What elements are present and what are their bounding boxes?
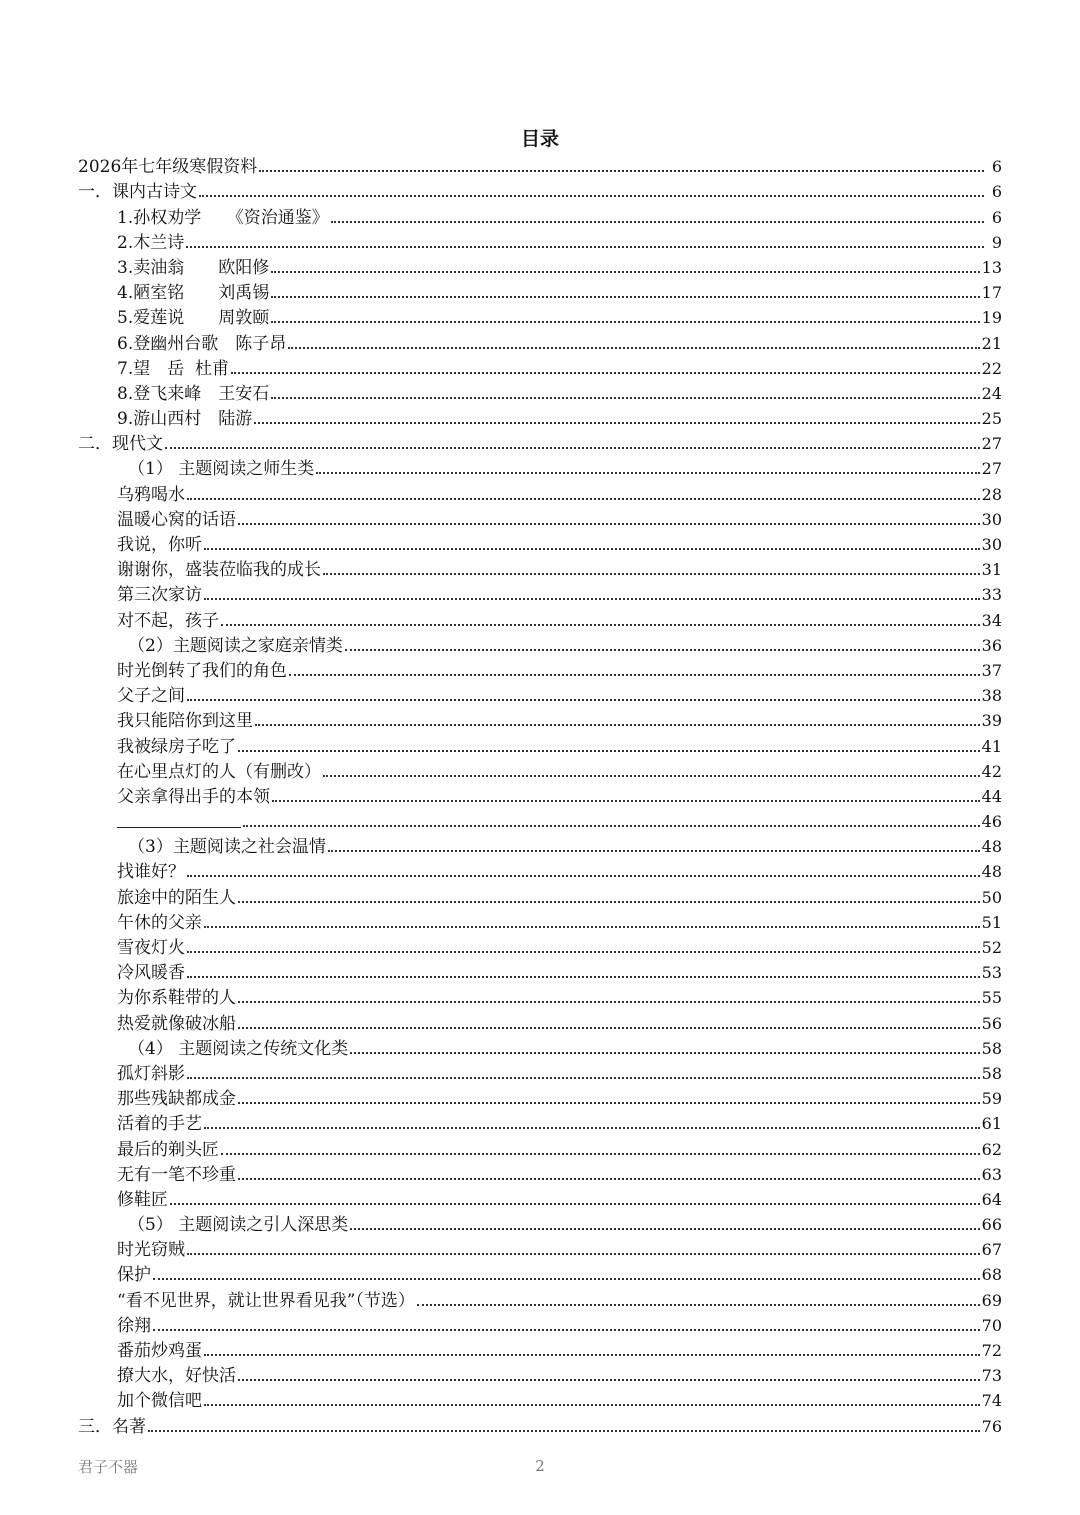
toc-entry-page: 27 <box>981 434 1002 454</box>
toc-entry-page: 70 <box>981 1315 1002 1335</box>
toc-entry-page: 64 <box>981 1189 1002 1209</box>
toc-dot-leader <box>238 750 980 752</box>
toc-entry-label: 撩大水，好快活 <box>117 1366 236 1387</box>
toc-entry-label: （2）主题阅读之家庭亲情类 <box>128 635 343 656</box>
toc-entry-label: 我说，你听 <box>117 535 202 555</box>
toc-dot-leader <box>165 447 980 449</box>
toc-dot-leader <box>350 1228 979 1230</box>
toc-entry-label: （3）主题阅读之社会温情 <box>128 837 326 858</box>
toc-entry-label: 那些残缺都成金 <box>117 1089 236 1110</box>
toc-entry-page: 48 <box>981 837 1002 857</box>
toc-entry-label: 谢谢你，盛装莅临我的成长 <box>117 560 321 581</box>
toc-entry-label: 番茄炒鸡蛋 <box>117 1341 202 1361</box>
toc-entry[interactable] <box>0 757 1080 782</box>
toc-entry-label: 3.卖油翁 欧阳修 <box>117 257 270 278</box>
toc-entry[interactable] <box>0 228 1080 253</box>
toc-dot-leader <box>238 1001 980 1003</box>
toc-entry[interactable] <box>0 530 1080 555</box>
toc-entry-page: 42 <box>981 761 1002 781</box>
footer-page-number: 2 <box>535 1457 545 1475</box>
toc-entry[interactable] <box>0 177 1080 202</box>
toc-dot-leader <box>238 1027 980 1029</box>
toc-entry[interactable] <box>0 1134 1080 1159</box>
toc-dot-leader <box>221 624 980 626</box>
toc-dot-leader <box>153 1278 980 1280</box>
toc-entry[interactable] <box>0 706 1080 731</box>
toc-entry[interactable] <box>0 303 1080 328</box>
page-title: 目录 <box>520 128 559 150</box>
toc-dot-leader <box>238 1379 980 1381</box>
toc-dot-leader <box>350 1052 979 1054</box>
toc-dot-leader <box>238 1102 980 1104</box>
toc-entry-page: 27 <box>981 459 1002 479</box>
toc-entry-label: （5） 主题阅读之引人深思类 <box>128 1215 349 1236</box>
toc-entry-label: 加个微信吧 <box>117 1391 202 1412</box>
toc-entry-page: 36 <box>981 635 1002 655</box>
toc-entry-label: 9.游山西村 陆游 <box>117 409 253 430</box>
toc-entry-page: 30 <box>981 509 1002 529</box>
toc-dot-leader <box>328 850 980 852</box>
toc-dot-leader <box>271 321 979 323</box>
toc-dot-leader <box>238 901 980 903</box>
toc-entry-page: 41 <box>981 736 1002 756</box>
toc-entry-label: 时光倒转了我们的角色 <box>117 660 287 681</box>
toc-dot-leader <box>271 271 979 273</box>
toc-entry-page: 6 <box>991 207 1002 227</box>
toc-entry[interactable] <box>0 681 1080 706</box>
toc-entry-label: 最后的剃头匠 <box>117 1139 219 1160</box>
toc-entry-label: 找谁好？ <box>117 862 185 883</box>
toc-entry-page: 31 <box>981 560 1002 580</box>
toc-dot-leader <box>238 1178 980 1180</box>
toc-dot-leader <box>272 800 980 802</box>
toc-dot-leader <box>221 1153 980 1155</box>
toc-dot-leader <box>289 674 980 676</box>
toc-dot-leader <box>271 397 979 399</box>
toc-entry[interactable] <box>0 555 1080 580</box>
toc-dot-leader <box>254 422 979 424</box>
toc-entry-label: 热爱就像破冰船 <box>117 1013 236 1034</box>
toc-dot-leader <box>288 347 979 349</box>
toc-dot-leader <box>204 548 980 550</box>
toc-entry-page: 44 <box>981 786 1002 806</box>
toc-entry-page: 9 <box>991 232 1002 252</box>
toc-entry[interactable] <box>0 354 1080 379</box>
toc-entry[interactable] <box>0 1386 1080 1411</box>
toc-entry[interactable] <box>0 1185 1080 1210</box>
toc-entry-label: 时光窃贼 <box>117 1240 185 1261</box>
toc-entry[interactable] <box>0 882 1080 907</box>
toc-entry-page: 62 <box>981 1139 1002 1159</box>
toc-entry[interactable] <box>0 1235 1080 1260</box>
toc-entry-label: 4.陋室铭 刘禹锡 <box>117 283 270 304</box>
toc-entry[interactable] <box>0 1336 1080 1361</box>
toc-entry-label: 修鞋匠 <box>117 1189 168 1210</box>
toc-entry[interactable] <box>0 328 1080 353</box>
toc-entry-label: 为你系鞋带的人 <box>117 988 236 1009</box>
toc-dot-leader <box>204 1127 980 1129</box>
toc-entry[interactable] <box>0 1311 1080 1336</box>
toc-entry-label: 三．名著 <box>78 1416 146 1437</box>
toc-entry-page: 76 <box>981 1416 1002 1436</box>
toc-dot-leader <box>148 1430 980 1432</box>
toc-entry-page: 55 <box>981 988 1002 1008</box>
toc-entry-page: 21 <box>981 333 1002 353</box>
toc-entry[interactable] <box>0 1059 1080 1084</box>
toc-entry[interactable] <box>0 656 1080 681</box>
toc-entry[interactable] <box>0 202 1080 227</box>
toc-entry[interactable] <box>0 379 1080 404</box>
toc-entry-page: 24 <box>981 383 1002 403</box>
toc-entry[interactable] <box>0 404 1080 429</box>
toc-entry[interactable] <box>0 1109 1080 1134</box>
toc-dot-leader <box>255 724 980 726</box>
toc-entry-page: 13 <box>981 257 1002 277</box>
toc-dot-leader <box>204 1354 980 1356</box>
toc-entry-label <box>117 826 241 828</box>
toc-entry-page: 74 <box>981 1391 1002 1411</box>
toc-dot-leader <box>187 498 980 500</box>
toc-entry-page: 22 <box>981 358 1002 378</box>
toc-entry-label: 我只能陪你到这里 <box>117 711 253 732</box>
toc-entry[interactable] <box>0 1210 1080 1235</box>
toc-dot-leader <box>323 775 980 777</box>
toc-dot-leader <box>204 598 980 600</box>
toc-entry-page: 59 <box>981 1089 1002 1109</box>
toc-entry[interactable] <box>0 857 1080 882</box>
toc-entry[interactable] <box>0 1160 1080 1185</box>
toc-entry-page: 69 <box>981 1290 1002 1310</box>
toc-entry[interactable] <box>0 429 1080 454</box>
toc-entry-label: 对不起，孩子 <box>117 610 219 631</box>
toc-entry-label: 7.望 岳 杜甫 <box>117 358 230 379</box>
toc-entry[interactable] <box>0 1285 1080 1310</box>
toc-dot-leader <box>243 825 980 827</box>
toc-entry[interactable] <box>0 580 1080 605</box>
toc-entry-page: 6 <box>991 157 1002 177</box>
toc-dot-leader <box>204 1404 980 1406</box>
toc-dot-leader <box>231 372 980 374</box>
toc-entry-label: 雪夜灯火 <box>117 938 185 958</box>
toc-entry[interactable] <box>0 1084 1080 1109</box>
toc-entry-label: 5.爱莲说 周敦颐 <box>117 308 270 329</box>
toc-entry-label: 6.登幽州台歌 陈子昂 <box>117 333 287 354</box>
toc-dot-leader <box>186 246 984 248</box>
toc-dot-leader <box>331 221 984 223</box>
toc-dot-leader <box>187 1253 980 1255</box>
toc-entry[interactable] <box>0 479 1080 504</box>
toc-entry-label: 保护 <box>117 1265 151 1286</box>
toc-entry-page: 33 <box>981 585 1002 605</box>
toc-entry-label: 午休的父亲 <box>117 912 202 933</box>
toc-dot-leader <box>345 649 980 651</box>
toc-entry[interactable] <box>0 958 1080 983</box>
toc-entry-page: 73 <box>981 1366 1002 1386</box>
toc-entry[interactable] <box>0 908 1080 933</box>
toc-entry-label: 乌鸦喝水 <box>117 484 185 505</box>
toc-entry[interactable] <box>0 807 1080 832</box>
toc-entry-label: 父子之间 <box>117 686 185 707</box>
toc-entry[interactable] <box>0 1411 1080 1436</box>
toc-entry-page: 58 <box>981 1038 1002 1058</box>
toc-entry[interactable] <box>0 832 1080 857</box>
toc-dot-leader <box>170 1203 980 1205</box>
toc-dot-leader <box>259 170 984 172</box>
toc-dot-leader <box>187 951 980 953</box>
toc-entry[interactable] <box>0 454 1080 479</box>
toc-entry-page: 66 <box>981 1215 1002 1235</box>
toc-dot-leader <box>187 875 980 877</box>
toc-entry[interactable] <box>0 605 1080 630</box>
toc-entry[interactable] <box>0 278 1080 303</box>
toc-entry-label: 徐翔 <box>117 1315 151 1336</box>
toc-entry[interactable] <box>0 253 1080 278</box>
toc-entry-label: 父亲拿得出手的本领 <box>117 786 270 807</box>
toc-entry-label: 2.木兰诗 <box>117 232 185 253</box>
toc-entry[interactable] <box>0 1361 1080 1386</box>
toc-dot-leader <box>271 296 979 298</box>
toc-entry[interactable] <box>0 505 1080 530</box>
toc-dot-leader <box>417 1304 980 1306</box>
toc-entry-label: 2026年七年级寒假资料 <box>78 157 258 178</box>
toc-dot-leader <box>153 1329 980 1331</box>
toc-entry-page: 28 <box>981 484 1002 504</box>
toc-entry-page: 50 <box>981 887 1002 907</box>
toc-entry-page: 67 <box>981 1240 1002 1260</box>
toc-entry-page: 72 <box>981 1341 1002 1360</box>
toc-entry-page: 68 <box>981 1265 1002 1285</box>
toc-entry-label: （4） 主题阅读之传统文化类 <box>128 1038 349 1059</box>
toc-entry-label: 1.孙权劝学 《资治通鉴》 <box>117 207 329 228</box>
toc-entry-page: 58 <box>981 1063 1002 1083</box>
toc-entry-label: 在心里点灯的人（有删改） <box>117 761 321 782</box>
toc-dot-leader <box>187 699 980 701</box>
toc-entry-label: 第三次家访 <box>117 585 202 606</box>
toc-entry-label: （1） 主题阅读之师生类 <box>128 459 315 480</box>
toc-entry-label: 冷风暖香 <box>117 963 185 984</box>
toc-entry-label: 孤灯斜影 <box>117 1063 185 1084</box>
toc-entry-page: 56 <box>981 1013 1002 1033</box>
toc-entry-page: 30 <box>981 535 1002 554</box>
toc-entry-page: 37 <box>981 660 1002 680</box>
table-of-contents <box>0 152 1080 1437</box>
toc-entry-page: 48 <box>981 862 1002 882</box>
toc-entry[interactable] <box>0 731 1080 756</box>
toc-entry[interactable] <box>0 152 1080 177</box>
toc-entry-page: 51 <box>981 912 1002 932</box>
toc-entry[interactable] <box>0 1034 1080 1059</box>
toc-dot-leader <box>187 976 980 978</box>
toc-entry[interactable] <box>0 631 1080 656</box>
toc-entry-label: 8.登飞来峰 王安石 <box>117 383 270 404</box>
toc-dot-leader <box>199 195 984 197</box>
toc-entry[interactable] <box>0 1008 1080 1033</box>
toc-entry-page: 6 <box>991 182 1002 202</box>
toc-dot-leader <box>204 926 980 928</box>
toc-entry-page: 34 <box>981 610 1002 630</box>
toc-entry-page: 25 <box>981 409 1002 429</box>
toc-entry[interactable] <box>0 983 1080 1008</box>
toc-dot-leader <box>323 573 980 575</box>
toc-entry-page: 38 <box>981 686 1002 706</box>
toc-entry[interactable] <box>0 782 1080 807</box>
toc-entry-label: “看不见世界，就让世界看见我”（节选） <box>117 1290 415 1311</box>
toc-entry-page: 52 <box>981 938 1002 957</box>
toc-entry[interactable] <box>0 1260 1080 1285</box>
toc-entry-page: 61 <box>981 1114 1002 1134</box>
toc-entry-label: 旅途中的陌生人 <box>117 887 236 908</box>
toc-entry-page: 19 <box>981 308 1002 328</box>
toc-entry-page: 17 <box>981 283 1002 303</box>
toc-entry-page: 53 <box>981 963 1002 983</box>
toc-dot-leader <box>316 472 979 474</box>
toc-entry-label: 二．现代文 <box>78 434 163 455</box>
toc-entry[interactable] <box>0 933 1080 958</box>
toc-dot-leader <box>238 523 980 525</box>
toc-entry-page: 46 <box>981 812 1002 832</box>
footer-watermark-text: 君子不器 <box>78 1458 139 1476</box>
toc-dot-leader <box>187 1077 980 1079</box>
toc-entry-label: 我被绿房子吃了 <box>117 736 236 757</box>
toc-entry-page: 63 <box>981 1164 1002 1184</box>
toc-entry-label: 温暖心窝的话语 <box>117 509 236 530</box>
toc-entry-label: 无有一笔不珍重 <box>117 1164 236 1185</box>
toc-entry-page: 39 <box>981 711 1002 731</box>
toc-entry-label: 活着的手艺 <box>117 1114 202 1135</box>
toc-entry-label: 一．课内古诗文 <box>78 182 197 203</box>
